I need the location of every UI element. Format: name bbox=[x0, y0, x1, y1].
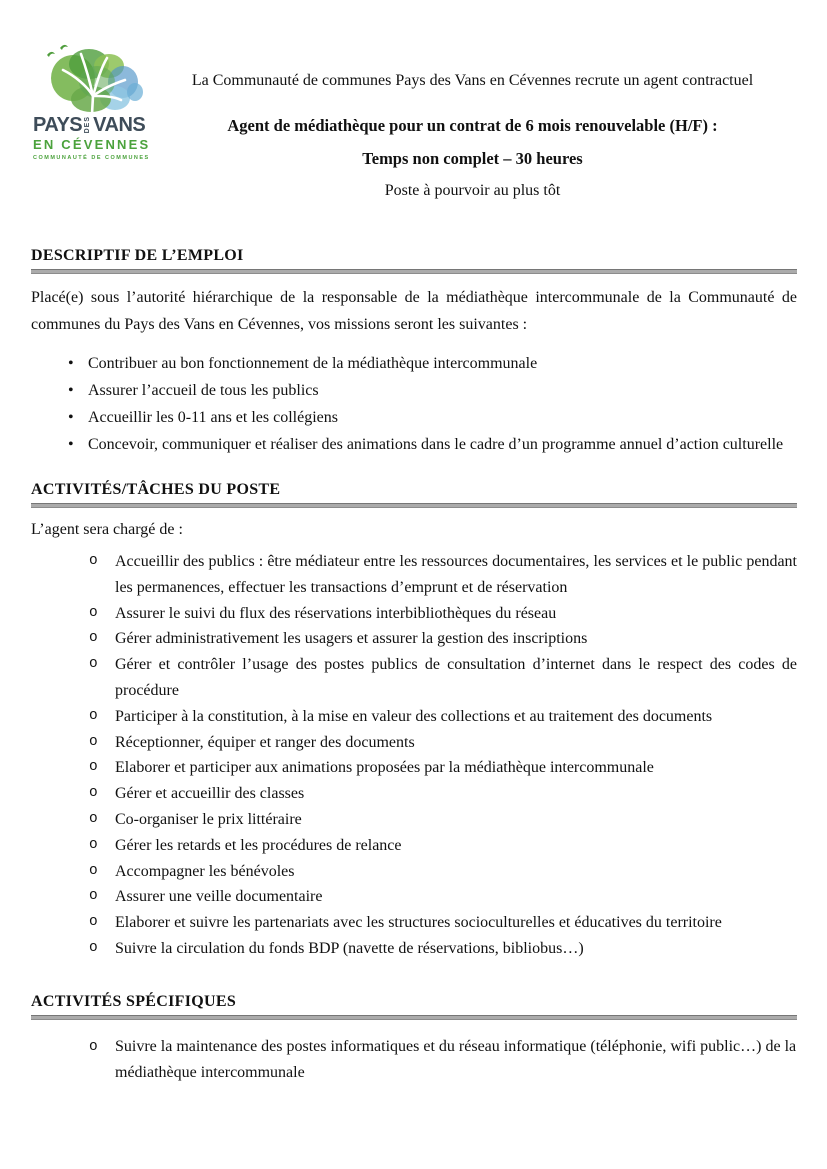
circle-bullet-icon: o bbox=[89, 630, 98, 647]
section-divider bbox=[31, 503, 797, 508]
circle-bullet-icon: o bbox=[89, 914, 98, 931]
list-item bbox=[31, 404, 797, 431]
circle-bullet-icon: o bbox=[89, 604, 98, 621]
list-item-text: Assurer l’accueil de tous les publics bbox=[88, 382, 319, 399]
list-item bbox=[31, 910, 797, 936]
circle-bullet-icon: o bbox=[89, 888, 98, 905]
document-body bbox=[0, 246, 827, 1086]
list-item bbox=[31, 884, 797, 910]
list-item-text: Suivre la maintenance des postes informatiques et du réseau informatique (téléphonie, wifi public…) de la médiathèque intercommunale bbox=[115, 1037, 797, 1081]
list-item bbox=[31, 549, 797, 601]
circle-bullet-icon: o bbox=[89, 656, 98, 673]
logo-name-row bbox=[33, 115, 155, 135]
missions-bullet-list bbox=[31, 350, 797, 458]
header-text-block bbox=[145, 72, 800, 200]
section-divider bbox=[31, 1015, 797, 1020]
job-title-line1: Agent de médiathèque pour un contrat de 6 mois renouvelable (H/F) : bbox=[227, 116, 718, 135]
logo-text-vans: VANS bbox=[93, 114, 146, 136]
logo-text-pays: PAYS bbox=[33, 114, 83, 136]
list-item-text: Contribuer au bon fonctionnement de la médiathèque intercommunale bbox=[88, 355, 538, 372]
list-item-text: Gérer et contrôler l’usage des postes publics de consultation d’internet dans le respect des codes de procédure bbox=[115, 656, 797, 699]
logo-tree-illustration bbox=[33, 42, 151, 114]
list-item-text: Réceptionner, équiper et ranger des documents bbox=[115, 733, 415, 751]
list-item-text: Accueillir les 0-11 ans et les collégiens bbox=[88, 409, 338, 426]
list-item-text: Elaborer et participer aux animations proposées par la médiathèque intercommunale bbox=[115, 759, 654, 777]
bullet-icon: • bbox=[68, 355, 74, 372]
circle-bullet-icon: o bbox=[89, 707, 98, 724]
circle-bullet-icon: o bbox=[89, 836, 98, 853]
list-item bbox=[31, 626, 797, 652]
section-descriptif bbox=[31, 246, 797, 458]
list-item-text: Concevoir, communiquer et réaliser des animations dans le cadre d’un programme annuel d’action culturelle bbox=[88, 436, 784, 453]
list-item-text: Gérer et accueillir des classes bbox=[115, 785, 305, 803]
list-item-text: Gérer administrativement les usagers et assurer la gestion des inscriptions bbox=[115, 630, 588, 648]
logo-text-des: DES bbox=[84, 116, 92, 134]
logo-text-communaute: COMMUNAUTÉ DE COMMUNES bbox=[33, 155, 150, 161]
list-item-text: Assurer le suivi du flux des réservations interbibliothèques du réseau bbox=[115, 604, 557, 622]
document-header bbox=[0, 0, 827, 246]
bird-icon bbox=[60, 45, 68, 50]
circle-bullet-icon: o bbox=[89, 810, 98, 827]
list-item-text: Co-organiser le prix littéraire bbox=[115, 810, 302, 828]
list-item-text: Participer à la constitution, à la mise en valeur des collections et au traitement des documents bbox=[115, 707, 713, 725]
circle-bullet-icon: o bbox=[89, 862, 98, 879]
list-item bbox=[31, 833, 797, 859]
list-item bbox=[31, 704, 797, 730]
list-item bbox=[31, 936, 797, 962]
job-title-line2: Temps non complet – 30 heures bbox=[362, 149, 583, 168]
list-item bbox=[31, 652, 797, 704]
list-item-text: Elaborer et suivre les partenariats avec les structures socioculturelles et éducatives du territoire bbox=[115, 914, 722, 932]
list-item-text: Accueillir des publics : être médiateur entre les ressources documentaires, les services et le public pendant les permanences, effectuer les transactions d’emprunt et de réservation bbox=[115, 553, 797, 596]
list-item bbox=[31, 859, 797, 885]
bullet-icon: • bbox=[68, 382, 74, 399]
list-item bbox=[31, 781, 797, 807]
list-item bbox=[31, 755, 797, 781]
section-heading-specifiques: ACTIVITÉS SPÉCIFIQUES bbox=[31, 992, 237, 1010]
list-item bbox=[31, 601, 797, 627]
bird-icon bbox=[47, 52, 55, 57]
list-item-text: Gérer les retards et les procédures de relance bbox=[115, 836, 402, 854]
circle-bullet-icon: o bbox=[89, 553, 98, 569]
circle-bullet-icon: o bbox=[89, 759, 98, 776]
circle-bullet-icon: o bbox=[89, 939, 98, 956]
header-intro-line: La Communauté de communes Pays des Vans en Cévennes recrute un agent contractuel bbox=[191, 72, 754, 89]
section-activites bbox=[31, 480, 797, 962]
section-heading-activites: ACTIVITÉS/TÂCHES DU POSTE bbox=[31, 481, 281, 498]
specifiques-list bbox=[31, 1034, 797, 1086]
list-item bbox=[31, 431, 797, 458]
bullet-icon: • bbox=[68, 409, 74, 426]
list-item bbox=[31, 730, 797, 756]
list-item-text: Suivre la circulation du fonds BDP (navette de réservations, bibliobus…) bbox=[115, 939, 584, 957]
header-subtitle: Poste à pourvoir au plus tôt bbox=[384, 182, 561, 199]
list-item bbox=[31, 807, 797, 833]
section-heading-descriptif: DESCRIPTIF DE L’EMPLOI bbox=[31, 247, 244, 264]
org-logo bbox=[33, 42, 155, 161]
list-item bbox=[31, 1034, 797, 1086]
logo-text-cevennes: EN CÉVENNES bbox=[33, 137, 151, 152]
bullet-icon: • bbox=[68, 436, 74, 453]
circle-bullet-icon: o bbox=[89, 1038, 98, 1055]
taches-list bbox=[31, 549, 797, 962]
section-specifiques bbox=[31, 992, 797, 1086]
list-item-text: Assurer une veille documentaire bbox=[115, 888, 323, 906]
circle-bullet-icon: o bbox=[89, 785, 98, 802]
logo-wordmark bbox=[33, 115, 155, 161]
list-item bbox=[31, 377, 797, 404]
list-item bbox=[31, 350, 797, 377]
list-item-text: Accompagner les bénévoles bbox=[115, 862, 295, 880]
section-divider bbox=[31, 269, 797, 274]
activites-intro-line: L’agent sera chargé de : bbox=[31, 521, 183, 538]
circle-bullet-icon: o bbox=[89, 733, 98, 750]
descriptif-intro-paragraph: Placé(e) sous l’autorité hiérarchique de la responsable de la médiathèque intercommunale de la Communauté de communes du Pays des Vans en Cévennes, vos missions seront les suivantes : bbox=[31, 289, 797, 333]
